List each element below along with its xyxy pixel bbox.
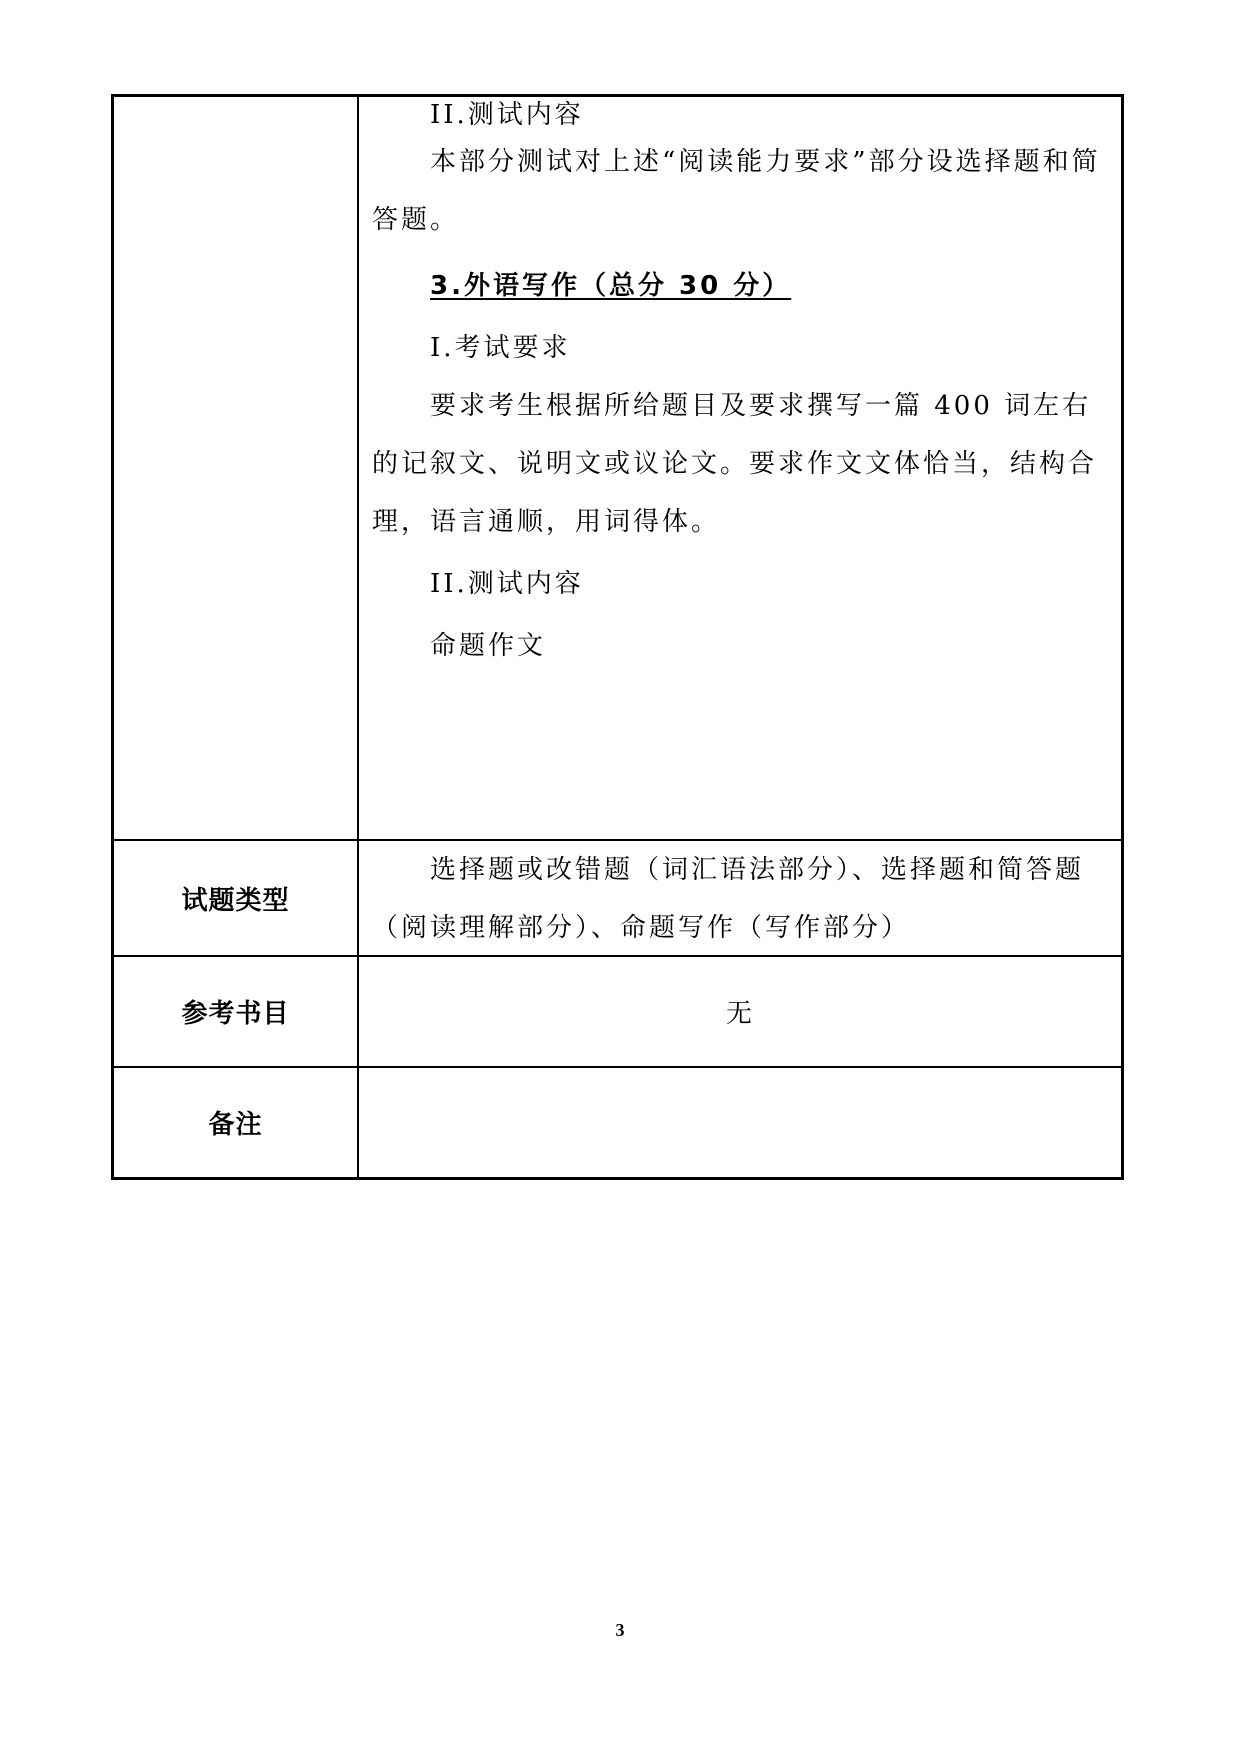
section3-heading-text: 3.外语写作（总分 30 分）: [430, 271, 792, 301]
reference-books-value-cell: [360, 957, 1121, 1066]
question-types-value-cell: [360, 841, 1121, 955]
section2-subheading: II.测试内容: [430, 100, 584, 130]
section3-req-body: 要求考生根据所给题目及要求撰写一篇 400 词左右的记叙文、说明文或议论文。要求作文文体恰当，结构合理，语言通顺，用词得体。: [372, 391, 1098, 537]
page-number: 3: [615, 1620, 625, 1640]
remarks-label: 备注: [208, 1110, 263, 1140]
reference-books-label: 参考书目: [181, 999, 290, 1029]
question-types-value: 选择题或改错题（词汇语法部分）、选择题和简答题（阅读理解部分）、命题写作（写作部分）: [372, 855, 1085, 943]
section3-req-heading: I.考试要求: [430, 333, 571, 363]
section3-test-body: 命题作文: [430, 631, 547, 661]
column-divider: [357, 97, 359, 1177]
content-cell: [360, 97, 1121, 839]
question-types-label: 试题类型: [181, 885, 290, 916]
reference-books-value: 无: [725, 999, 755, 1029]
exam-syllabus-table: [111, 94, 1124, 1180]
remarks-value-cell: [360, 1068, 1121, 1177]
section2-body: 本部分测试对上述“阅读能力要求”部分设选择题和简答题。: [372, 147, 1101, 235]
section3-heading: [372, 257, 1109, 315]
section3-test-heading: II.测试内容: [430, 569, 584, 599]
